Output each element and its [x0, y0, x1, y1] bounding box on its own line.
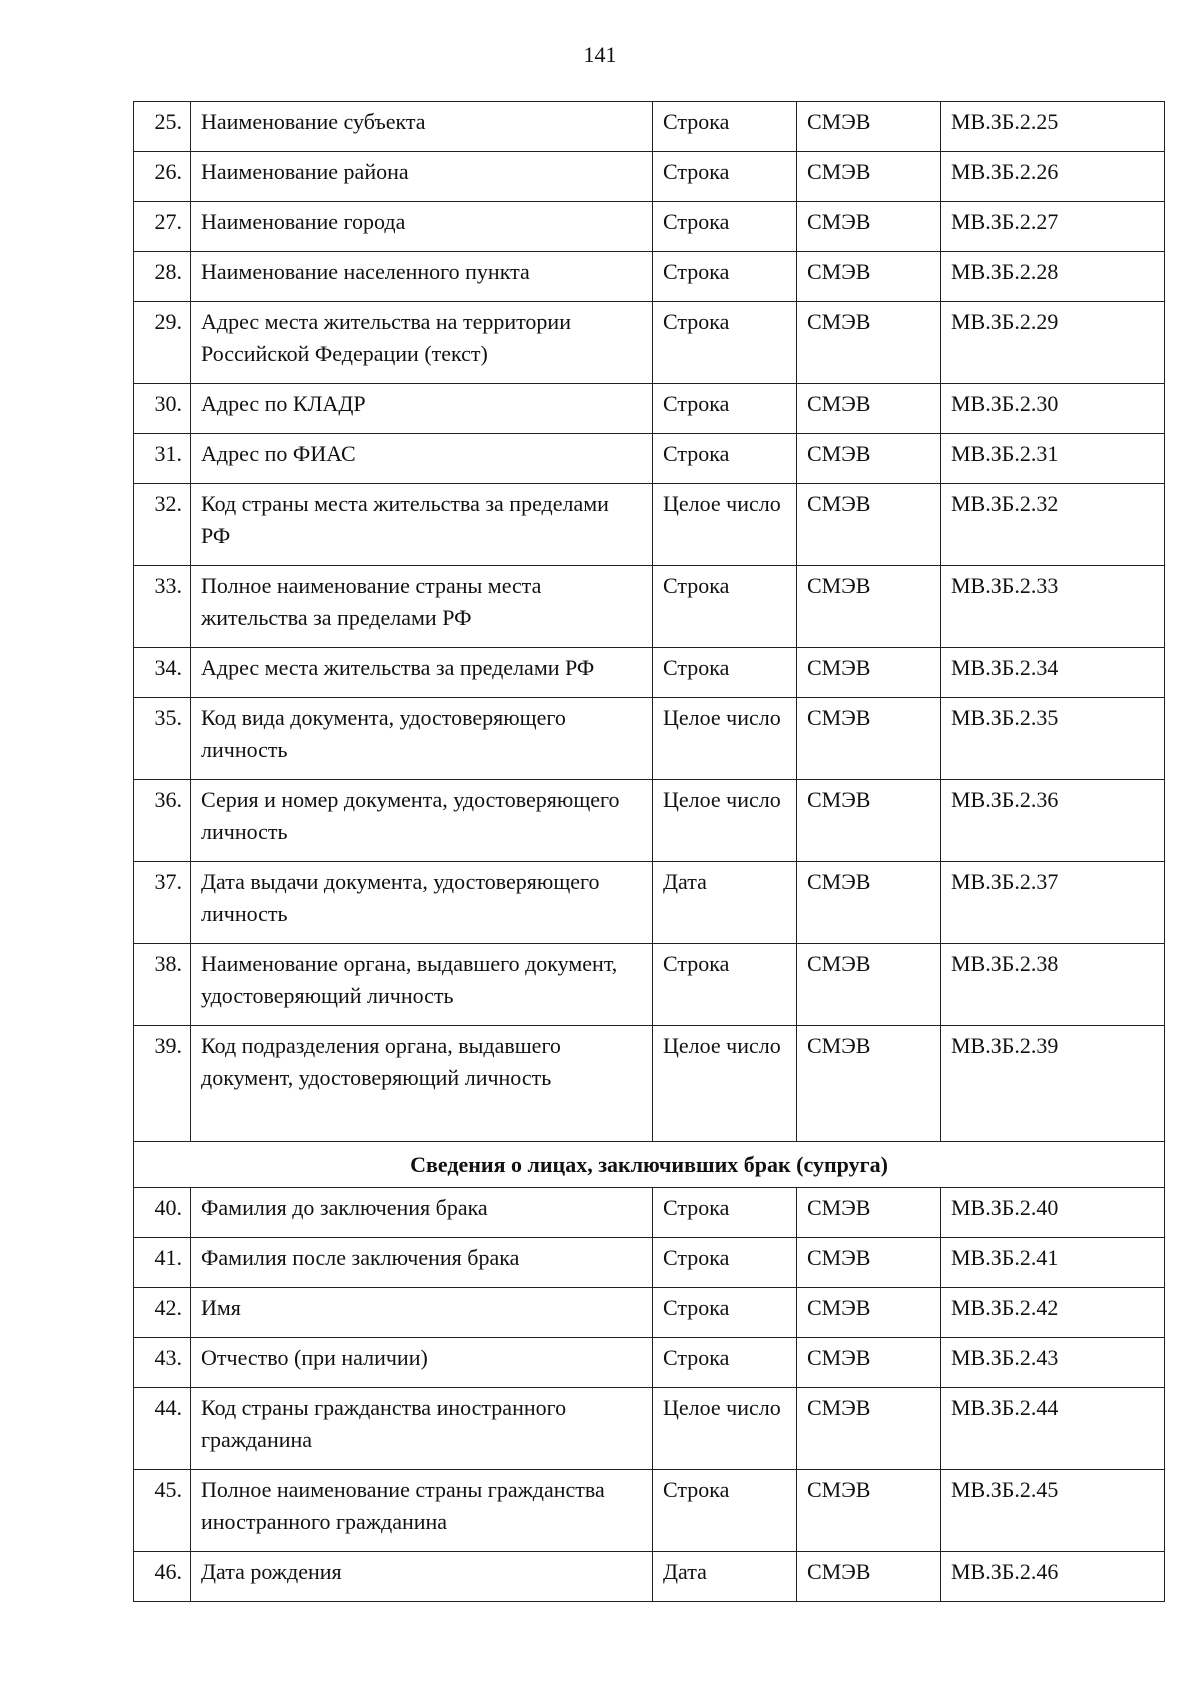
row-source: СМЭВ: [797, 252, 941, 302]
table-row: [134, 1238, 1165, 1288]
row-type: Целое число: [653, 698, 797, 780]
row-number: 44.: [134, 1388, 191, 1470]
row-type: Строка: [653, 1288, 797, 1338]
row-source: СМЭВ: [797, 1388, 941, 1470]
row-number: 36.: [134, 780, 191, 862]
row-name: Дата выдачи документа, удостоверяющего личность: [191, 862, 653, 944]
row-source: СМЭВ: [797, 1338, 941, 1388]
row-number: 27.: [134, 202, 191, 252]
row-name: Полное наименование страны места жительства за пределами РФ: [191, 566, 653, 648]
row-source: СМЭВ: [797, 648, 941, 698]
row-name: Адрес по ФИАС: [191, 434, 653, 484]
page-number: 141: [583, 42, 617, 67]
table-row: [134, 1338, 1165, 1388]
row-type: Дата: [653, 862, 797, 944]
row-code: МВ.ЗБ.2.30: [941, 384, 1165, 434]
table-row: [134, 1288, 1165, 1338]
row-source: СМЭВ: [797, 1470, 941, 1552]
row-source: СМЭВ: [797, 434, 941, 484]
row-source: СМЭВ: [797, 698, 941, 780]
row-name: Код страны места жительства за пределами РФ: [191, 484, 653, 566]
data-table: [133, 101, 1165, 1602]
row-code: МВ.ЗБ.2.28: [941, 252, 1165, 302]
row-code: МВ.ЗБ.2.46: [941, 1552, 1165, 1602]
row-name: Серия и номер документа, удостоверяющего личность: [191, 780, 653, 862]
row-code: МВ.ЗБ.2.35: [941, 698, 1165, 780]
row-code: МВ.ЗБ.2.33: [941, 566, 1165, 648]
row-number: 28.: [134, 252, 191, 302]
row-type: Строка: [653, 302, 797, 384]
row-code: МВ.ЗБ.2.32: [941, 484, 1165, 566]
row-code: МВ.ЗБ.2.37: [941, 862, 1165, 944]
table-row: [134, 1470, 1165, 1552]
row-name: Адрес места жительства на территории Российской Федерации (текст): [191, 302, 653, 384]
table-row: [134, 152, 1165, 202]
row-code: МВ.ЗБ.2.40: [941, 1188, 1165, 1238]
row-source: СМЭВ: [797, 302, 941, 384]
row-name: Наименование субъекта: [191, 102, 653, 152]
row-source: СМЭВ: [797, 944, 941, 1026]
row-name: Адрес по КЛАДР: [191, 384, 653, 434]
row-number: 45.: [134, 1470, 191, 1552]
row-source: СМЭВ: [797, 1188, 941, 1238]
table-row: [134, 1552, 1165, 1602]
row-source: СМЭВ: [797, 102, 941, 152]
row-code: МВ.ЗБ.2.26: [941, 152, 1165, 202]
row-code: МВ.ЗБ.2.45: [941, 1470, 1165, 1552]
row-source: СМЭВ: [797, 202, 941, 252]
row-type: Строка: [653, 944, 797, 1026]
row-type: Строка: [653, 1188, 797, 1238]
row-number: 39.: [134, 1026, 191, 1142]
row-code: МВ.ЗБ.2.31: [941, 434, 1165, 484]
row-number: 46.: [134, 1552, 191, 1602]
row-name: Фамилия до заключения брака: [191, 1188, 653, 1238]
row-name: Код страны гражданства иностранного гражданина: [191, 1388, 653, 1470]
row-name: Полное наименование страны гражданства иностранного гражданина: [191, 1470, 653, 1552]
table-row: [134, 780, 1165, 862]
row-source: СМЭВ: [797, 384, 941, 434]
row-code: МВ.ЗБ.2.27: [941, 202, 1165, 252]
row-type: Строка: [653, 252, 797, 302]
row-code: МВ.ЗБ.2.44: [941, 1388, 1165, 1470]
table-row: [134, 1026, 1165, 1142]
row-number: 34.: [134, 648, 191, 698]
row-name: Отчество (при наличии): [191, 1338, 653, 1388]
row-name: Адрес места жительства за пределами РФ: [191, 648, 653, 698]
row-name: Имя: [191, 1288, 653, 1338]
row-code: МВ.ЗБ.2.29: [941, 302, 1165, 384]
row-name: Наименование населенного пункта: [191, 252, 653, 302]
row-name: Наименование района: [191, 152, 653, 202]
row-name: Код подразделения органа, выдавшего документ, удостоверяющий личность: [191, 1026, 653, 1142]
row-type: Строка: [653, 384, 797, 434]
row-code: МВ.ЗБ.2.39: [941, 1026, 1165, 1142]
row-source: СМЭВ: [797, 1238, 941, 1288]
row-type: Целое число: [653, 780, 797, 862]
table-row: [134, 1188, 1165, 1238]
row-number: 32.: [134, 484, 191, 566]
table-row: [134, 202, 1165, 252]
row-number: 30.: [134, 384, 191, 434]
row-type: Целое число: [653, 1388, 797, 1470]
row-source: СМЭВ: [797, 152, 941, 202]
row-code: МВ.ЗБ.2.34: [941, 648, 1165, 698]
row-source: СМЭВ: [797, 566, 941, 648]
row-type: Дата: [653, 1552, 797, 1602]
table-row: [134, 566, 1165, 648]
row-number: 42.: [134, 1288, 191, 1338]
section-header: [134, 1142, 1165, 1188]
row-type: Строка: [653, 102, 797, 152]
row-number: 43.: [134, 1338, 191, 1388]
row-code: МВ.ЗБ.2.38: [941, 944, 1165, 1026]
row-name: Код вида документа, удостоверяющего личность: [191, 698, 653, 780]
row-number: 35.: [134, 698, 191, 780]
table-row: [134, 698, 1165, 780]
row-type: Строка: [653, 152, 797, 202]
table-row: [134, 1388, 1165, 1470]
row-source: СМЭВ: [797, 862, 941, 944]
row-source: СМЭВ: [797, 484, 941, 566]
row-number: 38.: [134, 944, 191, 1026]
row-source: СМЭВ: [797, 780, 941, 862]
row-type: Строка: [653, 434, 797, 484]
table-body-before: [134, 102, 1165, 1142]
row-number: 25.: [134, 102, 191, 152]
row-name: Наименование города: [191, 202, 653, 252]
table-row: [134, 102, 1165, 152]
row-type: Целое число: [653, 1026, 797, 1142]
row-code: МВ.ЗБ.2.42: [941, 1288, 1165, 1338]
row-number: 37.: [134, 862, 191, 944]
table-body-after: [134, 1188, 1165, 1602]
table-row: [134, 302, 1165, 384]
row-name: Наименование органа, выдавшего документ, удостоверяющий личность: [191, 944, 653, 1026]
row-type: Строка: [653, 1238, 797, 1288]
table-row: [134, 434, 1165, 484]
row-type: Строка: [653, 1338, 797, 1388]
row-number: 26.: [134, 152, 191, 202]
row-type: Строка: [653, 202, 797, 252]
section-row: [134, 1142, 1165, 1188]
row-type: Целое число: [653, 484, 797, 566]
row-code: МВ.ЗБ.2.41: [941, 1238, 1165, 1288]
section-title: Сведения о лицах, заключивших брак (супруга): [134, 1142, 1165, 1188]
row-type: Строка: [653, 648, 797, 698]
row-source: СМЭВ: [797, 1552, 941, 1602]
table-row: [134, 484, 1165, 566]
table-row: [134, 862, 1165, 944]
row-number: 40.: [134, 1188, 191, 1238]
row-source: СМЭВ: [797, 1288, 941, 1338]
row-number: 29.: [134, 302, 191, 384]
table-row: [134, 648, 1165, 698]
row-code: МВ.ЗБ.2.36: [941, 780, 1165, 862]
row-name: Дата рождения: [191, 1552, 653, 1602]
row-type: Строка: [653, 1470, 797, 1552]
row-code: МВ.ЗБ.2.25: [941, 102, 1165, 152]
row-number: 41.: [134, 1238, 191, 1288]
row-name: Фамилия после заключения брака: [191, 1238, 653, 1288]
row-number: 33.: [134, 566, 191, 648]
table-row: [134, 252, 1165, 302]
row-type: Строка: [653, 566, 797, 648]
row-source: СМЭВ: [797, 1026, 941, 1142]
row-number: 31.: [134, 434, 191, 484]
table-row: [134, 944, 1165, 1026]
table-row: [134, 384, 1165, 434]
row-code: МВ.ЗБ.2.43: [941, 1338, 1165, 1388]
